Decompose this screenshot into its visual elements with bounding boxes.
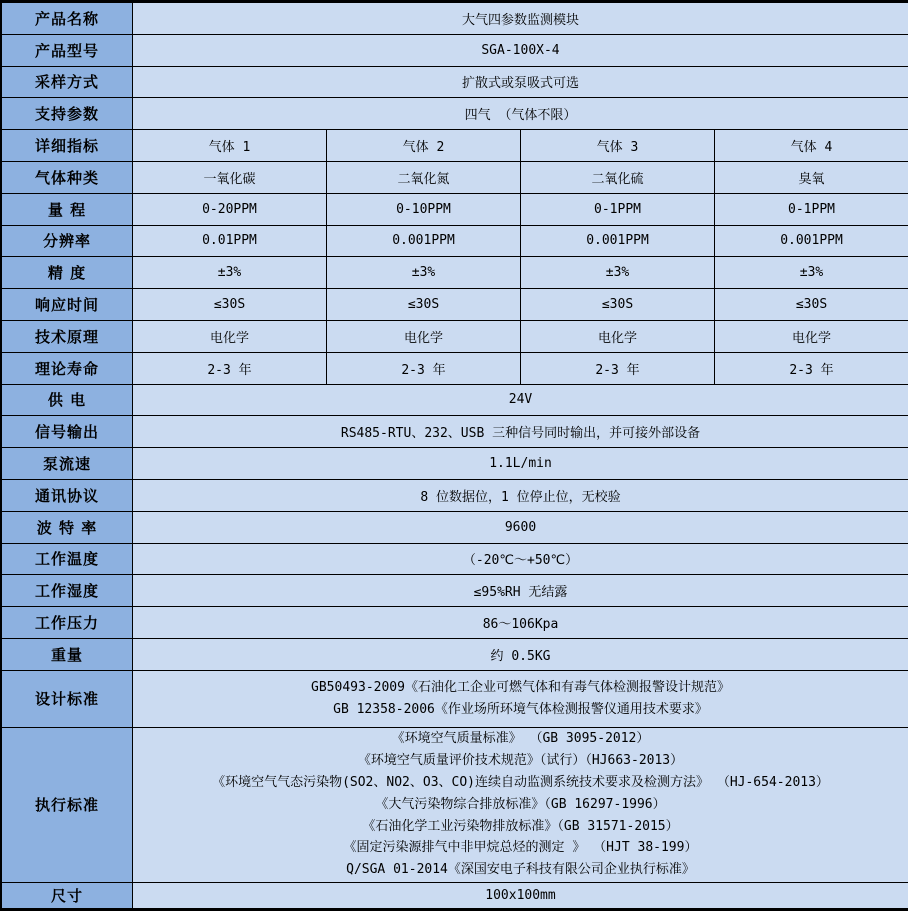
gas4-cell: 0-1PPM (714, 194, 908, 225)
standard-line: 《石油化学工业污染物排放标准》（GB 31571-2015） (362, 818, 679, 834)
spec-row-operating-pressure (2, 607, 908, 639)
spec-row-baud-rate (2, 512, 908, 544)
row-label: 设计标准 (2, 671, 133, 727)
gas2-cell: 0-10PPM (326, 194, 520, 225)
spec-row-power (2, 385, 908, 417)
gas3-cell: ±3% (520, 257, 714, 288)
row-label: 理论寿命 (2, 353, 133, 384)
gas4-cell: 电化学 (714, 321, 908, 352)
gas4-cell: 臭氧 (714, 162, 908, 193)
row-label: 工作温度 (2, 544, 133, 575)
gas2-cell: ≤30S (326, 289, 520, 320)
row-value: 约 0.5KG (133, 639, 908, 670)
row-label: 波 特 率 (2, 512, 133, 543)
spec-row-signal-output (2, 416, 908, 448)
gas2-cell: 电化学 (326, 321, 520, 352)
gas1-cell: 0.01PPM (133, 226, 326, 257)
gas3-cell: 二氧化硫 (520, 162, 714, 193)
row-label: 采样方式 (2, 67, 133, 98)
standard-line: GB50493-2009《石油化工企业可燃气体和有毒气体检测报警设计规范》 (311, 679, 730, 695)
row-label: 工作湿度 (2, 575, 133, 606)
spec-row-operating-humidity (2, 575, 908, 607)
row-label: 详细指标 (2, 130, 133, 161)
spec-row-response-time (2, 289, 908, 321)
row-label: 分辨率 (2, 226, 133, 257)
gas3-cell: 电化学 (520, 321, 714, 352)
gas1-cell: 气体 1 (133, 130, 326, 161)
gas4-cell: 气体 4 (714, 130, 908, 161)
row-label: 泵流速 (2, 448, 133, 479)
gas3-cell: 2-3 年 (520, 353, 714, 384)
gas1-cell: ≤30S (133, 289, 326, 320)
row-value: ≤95%RH 无结露 (133, 575, 908, 606)
row-label: 产品型号 (2, 35, 133, 66)
row-label: 响应时间 (2, 289, 133, 320)
row-value: 扩散式或泵吸式可选 (133, 67, 908, 98)
gas2-cell: 气体 2 (326, 130, 520, 161)
row-label: 重量 (2, 639, 133, 670)
standard-line: 《大气污染物综合排放标准》（GB 16297-1996） (375, 796, 666, 812)
spec-row-sampling-mode (2, 67, 908, 99)
spec-row-execution-standards (2, 728, 908, 883)
row-label: 工作压力 (2, 607, 133, 638)
gas1-cell: 电化学 (133, 321, 326, 352)
row-value: SGA-100X-4 (133, 35, 908, 66)
row-label: 技术原理 (2, 321, 133, 352)
spec-row-lifetime (2, 353, 908, 385)
gas1-cell: ±3% (133, 257, 326, 288)
standard-line: 《环境空气气态污染物(SO2、NO2、O3、CO)连续自动监测系统技术要求及检测方法》 （HJ-654-2013） (212, 774, 829, 790)
gas4-cell: ±3% (714, 257, 908, 288)
spec-row-design-standards (2, 671, 908, 728)
row-label: 通讯协议 (2, 480, 133, 511)
gas2-cell: 0.001PPM (326, 226, 520, 257)
row-value: 四气 （气体不限） (133, 98, 908, 129)
standard-line: GB 12358-2006《作业场所环境气体检测报警仪通用技术要求》 (333, 701, 708, 717)
gas2-cell: 二氧化氮 (326, 162, 520, 193)
row-value (133, 728, 908, 882)
row-label: 支持参数 (2, 98, 133, 129)
standard-line: 《环境空气质量评价技术规范》（试行）（HJ663-2013） (357, 753, 684, 769)
standard-line: Q/SGA 01-2014《深国安电子科技有限公司企业执行标准》 (346, 862, 695, 878)
standard-line: 《环境空气质量标准》 （GB 3095-2012） (391, 731, 650, 747)
spec-row-protocol (2, 480, 908, 512)
row-label: 信号输出 (2, 416, 133, 447)
spec-row-product-name (2, 3, 908, 35)
gas3-cell: 0-1PPM (520, 194, 714, 225)
spec-row-detail-index (2, 130, 908, 162)
gas4-cell: ≤30S (714, 289, 908, 320)
spec-row-model (2, 35, 908, 67)
row-label: 气体种类 (2, 162, 133, 193)
spec-row-dimensions (2, 883, 908, 908)
spec-row-weight (2, 639, 908, 671)
gas2-cell: 2-3 年 (326, 353, 520, 384)
gas2-cell: ±3% (326, 257, 520, 288)
row-label: 精 度 (2, 257, 133, 288)
row-label: 供 电 (2, 385, 133, 416)
row-value: （-20℃～+50℃） (133, 544, 908, 575)
row-label: 执行标准 (2, 728, 133, 882)
gas1-cell: 2-3 年 (133, 353, 326, 384)
row-label: 量 程 (2, 194, 133, 225)
spec-row-range (2, 194, 908, 226)
spec-row-accuracy (2, 257, 908, 289)
row-value: 24V (133, 385, 908, 416)
row-label: 产品名称 (2, 3, 133, 34)
spec-row-operating-temperature (2, 544, 908, 576)
row-value: 大气四参数监测模块 (133, 3, 908, 34)
row-value: 9600 (133, 512, 908, 543)
gas4-cell: 2-3 年 (714, 353, 908, 384)
spec-row-resolution (2, 226, 908, 258)
gas4-cell: 0.001PPM (714, 226, 908, 257)
spec-row-pump-flow (2, 448, 908, 480)
gas1-cell: 一氧化碳 (133, 162, 326, 193)
row-value: 100x100mm (133, 883, 908, 908)
row-value: 8 位数据位，1 位停止位，无校验 (133, 480, 908, 511)
spec-row-gas-type (2, 162, 908, 194)
gas1-cell: 0-20PPM (133, 194, 326, 225)
row-value: 86～106Kpa (133, 607, 908, 638)
row-label: 尺寸 (2, 883, 133, 908)
gas3-cell: 0.001PPM (520, 226, 714, 257)
spec-row-technology (2, 321, 908, 353)
spec-row-supported-params (2, 98, 908, 130)
gas3-cell: ≤30S (520, 289, 714, 320)
row-value: 1.1L/min (133, 448, 908, 479)
standard-line: 《固定污染源排气中非甲烷总烃的测定 》 （HJT 38-199） (343, 840, 698, 856)
row-value (133, 671, 908, 727)
gas3-cell: 气体 3 (520, 130, 714, 161)
row-value: RS485-RTU、232、USB 三种信号同时输出，并可接外部设备 (133, 416, 908, 447)
